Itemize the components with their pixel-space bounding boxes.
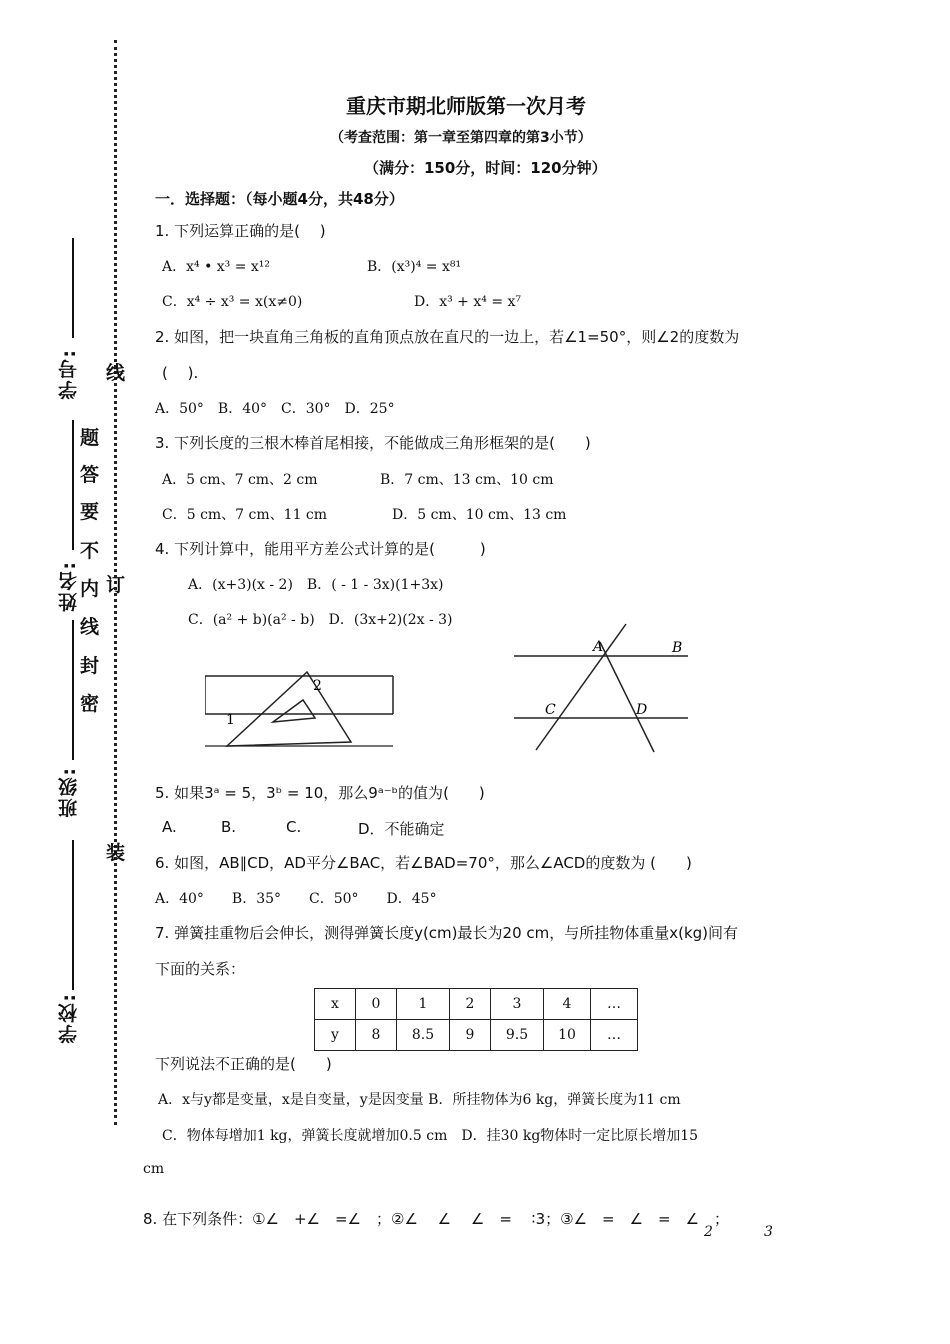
table-cell: 4 [544,989,591,1020]
q1-option-c: C．x⁴ ÷ x³ = x(x≠0) [162,294,303,310]
binding-word: 内 [80,578,100,600]
q5-option-b: B. [221,818,237,836]
q3-option-a: A．5 cm、7 cm、2 cm [162,472,318,488]
binding-word: 线 [106,362,126,384]
q5-stem: 5. 如果3ᵃ = 5，3ᵇ = 10，那么9ᵃ⁻ᵇ的值为( ) [155,784,485,802]
q1-stem: 1. 下列运算正确的是( ) [155,222,326,240]
q3-stem: 3. 下列长度的三根木棒首尾相接，不能做成三角形框架的是( ) [155,434,591,452]
q6-options: A．40° B．35° C．50° D．45° [155,891,437,907]
binding-word: 订 [106,574,126,596]
section-heading: 一．选择题：（每小题4分，共48分） [155,190,404,208]
xy-table [314,988,638,1051]
q1-option-d: D．x³ + x⁴ = x⁷ [414,294,522,310]
q4-options-ab: A．(x+3)(x - 2) B．( - 1 - 3x)(1+3x) [188,577,444,593]
q7-stem: 7. 弹簧挂重物后会伸长，测得弹簧长度y(cm)最长为20 cm，与所挂物体重量x(kg)间有 [155,924,739,942]
q8-fraction-denominator: 2 [704,1224,713,1240]
binding-word: 线 [80,616,100,638]
point-a-label: A [593,639,604,655]
q5-option-c: C. [286,818,302,836]
table-cell: … [591,1020,638,1051]
q3-option-c: C．5 cm、7 cm、11 cm [162,507,328,523]
binding-word: 密 [80,693,100,715]
class-label: 班级: [58,766,80,818]
table-cell: 8 [356,1020,397,1051]
table-cell: 3 [491,989,544,1020]
id-field[interactable] [72,238,74,338]
q1-option-b: B．(x³)⁴ = x⁸¹ [367,259,462,275]
table-cell: 10 [544,1020,591,1051]
q2-stem: 2. 如图，把一块直角三角板的直角顶点放在直尺的一边上，若∠1=50°，则∠2的度数为 [155,328,740,346]
table-cell: 8.5 [397,1020,450,1051]
q4-options-cd: C．(a² + b)(a² - b) D．(3x+2)(2x - 3) [188,612,453,628]
page-title: 重庆市期北师版第一次月考 [346,94,586,118]
q7-question: 下列说法不正确的是( ) [155,1055,332,1073]
q7-options-cd-tail: cm [143,1161,165,1177]
binding-word: 装 [106,842,126,864]
q7-options-ab: A．x与y都是变量，x是自变量，y是因变量 B．所挂物体为6 kg，弹簧长度为11 cm [158,1092,681,1108]
q3-option-b: B．7 cm、13 cm、10 cm [380,472,554,488]
parallel-lines-figure [512,622,692,754]
class-field[interactable] [72,620,74,760]
triangle-inner [273,700,315,722]
q8-fraction-denominator: 3 [764,1224,773,1240]
table-cell: … [591,989,638,1020]
ruler-triangle-figure [205,668,397,750]
binding-word: 不 [80,540,100,562]
q5-option-a: A. [162,818,177,836]
point-b-label: B [672,640,683,656]
table-cell: 2 [450,989,491,1020]
school-label: 学校: [58,992,80,1044]
table-cell: 9 [450,1020,491,1051]
angle-1-label: 1 [226,712,235,728]
table-cell: x [315,989,356,1020]
q8-stem: 8. 在下列条件：①∠ +∠ =∠ ；②∠ ∠ ∠ = ∶3；③∠ = ∠ = ∠ ； [143,1210,730,1228]
binding-word: 要 [80,501,100,523]
angle-2-label: 2 [313,678,322,694]
name-label: 姓名: [58,560,80,612]
q2-blank: ( ). [162,364,199,382]
q5-option-d: D．不能确定 [358,820,445,838]
table-row [315,989,638,1020]
q2-options: A．50° B．40° C．30° D．25° [155,401,395,417]
name-field[interactable] [72,420,74,550]
table-cell: y [315,1020,356,1051]
point-d-label: D [636,702,648,718]
table-cell: 1 [397,989,450,1020]
q4-stem: 4. 下列计算中，能用平方差公式计算的是( ) [155,540,486,558]
q7-options-cd: C．物体每增加1 kg，弹簧长度就增加0.5 cm D．挂30 kg物体时一定比原长增加15 [162,1128,699,1144]
triangle-outline [227,672,351,746]
school-field[interactable] [72,840,74,990]
q6-stem: 6. 如图，AB∥CD，AD平分∠BAC，若∠BAD=70°，那么∠ACD的度数为 ( ) [155,854,692,872]
id-label: 学号: [58,348,80,400]
line-ac [536,624,626,750]
q1-option-a: A．x⁴ • x³ = x¹² [162,259,271,275]
exam-scope: （考查范围：第一章至第四章的第3小节） [330,130,592,146]
binding-word: 题 [80,427,100,449]
q3-option-d: D．5 cm、10 cm、13 cm [392,507,567,523]
table-cell: 9.5 [491,1020,544,1051]
point-c-label: C [545,702,556,718]
q7-stem-continued: 下面的关系： [155,960,246,978]
binding-word: 封 [80,655,100,677]
binding-word: 答 [80,464,100,486]
exam-info: （满分：150分，时间：120分钟） [364,159,607,177]
table-cell: 0 [356,989,397,1020]
line-ad [600,642,654,752]
table-row [315,1020,638,1051]
